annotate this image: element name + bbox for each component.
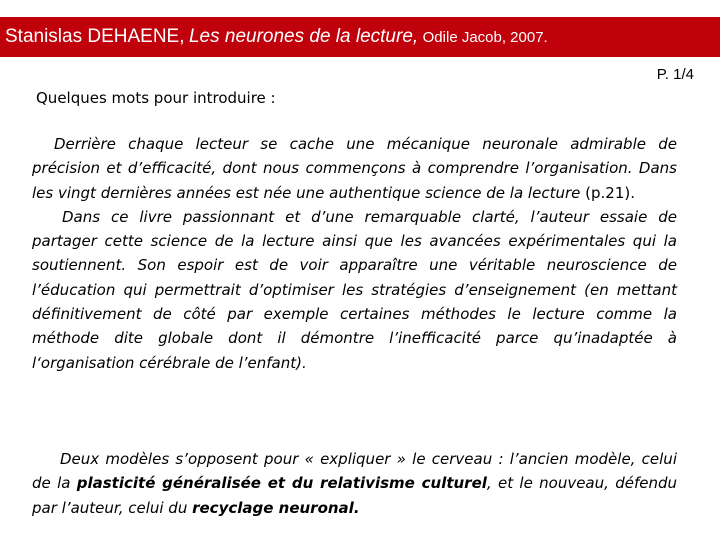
intro-heading: Quelques mots pour introduire :: [36, 89, 276, 107]
paragraph-3-bold-2: recyclage neuronal.: [192, 498, 360, 517]
paragraph-3-bold-1: plasticité généralisée et du relativisme culturel: [76, 474, 487, 493]
header-publisher: Odile Jacob, 2007.: [422, 29, 548, 46]
conclusion-text-block: [32, 447, 677, 520]
page-number: P. 1/4: [656, 66, 694, 83]
paragraph-3: [32, 447, 677, 520]
paragraph-2: [32, 205, 677, 375]
main-text-block: [32, 132, 677, 375]
paragraph-2-text: Dans ce livre passionnant et d’une remarquable clarté, l’auteur essaie de partager cette science de la lecture ainsi que les avancées expérimentales qui la soutiennent. Son espoir est de voir apparaître une véritable neuroscience de l’éducation qui permettrait d’optimiser les stratégies d’enseignement (en mettant définitivement de côté par exemple certaines méthodes le lecture comme la méthode dite globale dont il démontre l’inefficacité parce qu’inadaptée à l‘organisation cérébrale de l’enfant).: [32, 207, 677, 372]
header-book-title: Les neurones de la lecture,: [188, 26, 419, 47]
paragraph-1-text: Derrière chaque lecteur se cache une mécanique neuronale admirable de précision et d’efficacité, dont nous commençons à comprendre l’organisation. Dans les vingt dernières années est née une authentique science de la lecture: [32, 135, 677, 202]
header-bar: [0, 17, 720, 57]
paragraph-3-text-2: , et le nouveau, défendu par l’auteur, celui du: [32, 474, 678, 517]
paragraph-3-text-1: Deux modèles s’opposent pour « expliquer » le cerveau : l’ancien modèle, celui de la: [32, 450, 677, 493]
header-author: Stanislas DEHAENE,: [5, 26, 185, 47]
paragraph-1: [32, 132, 677, 205]
paragraph-1-citation: (p.21).: [580, 183, 635, 202]
